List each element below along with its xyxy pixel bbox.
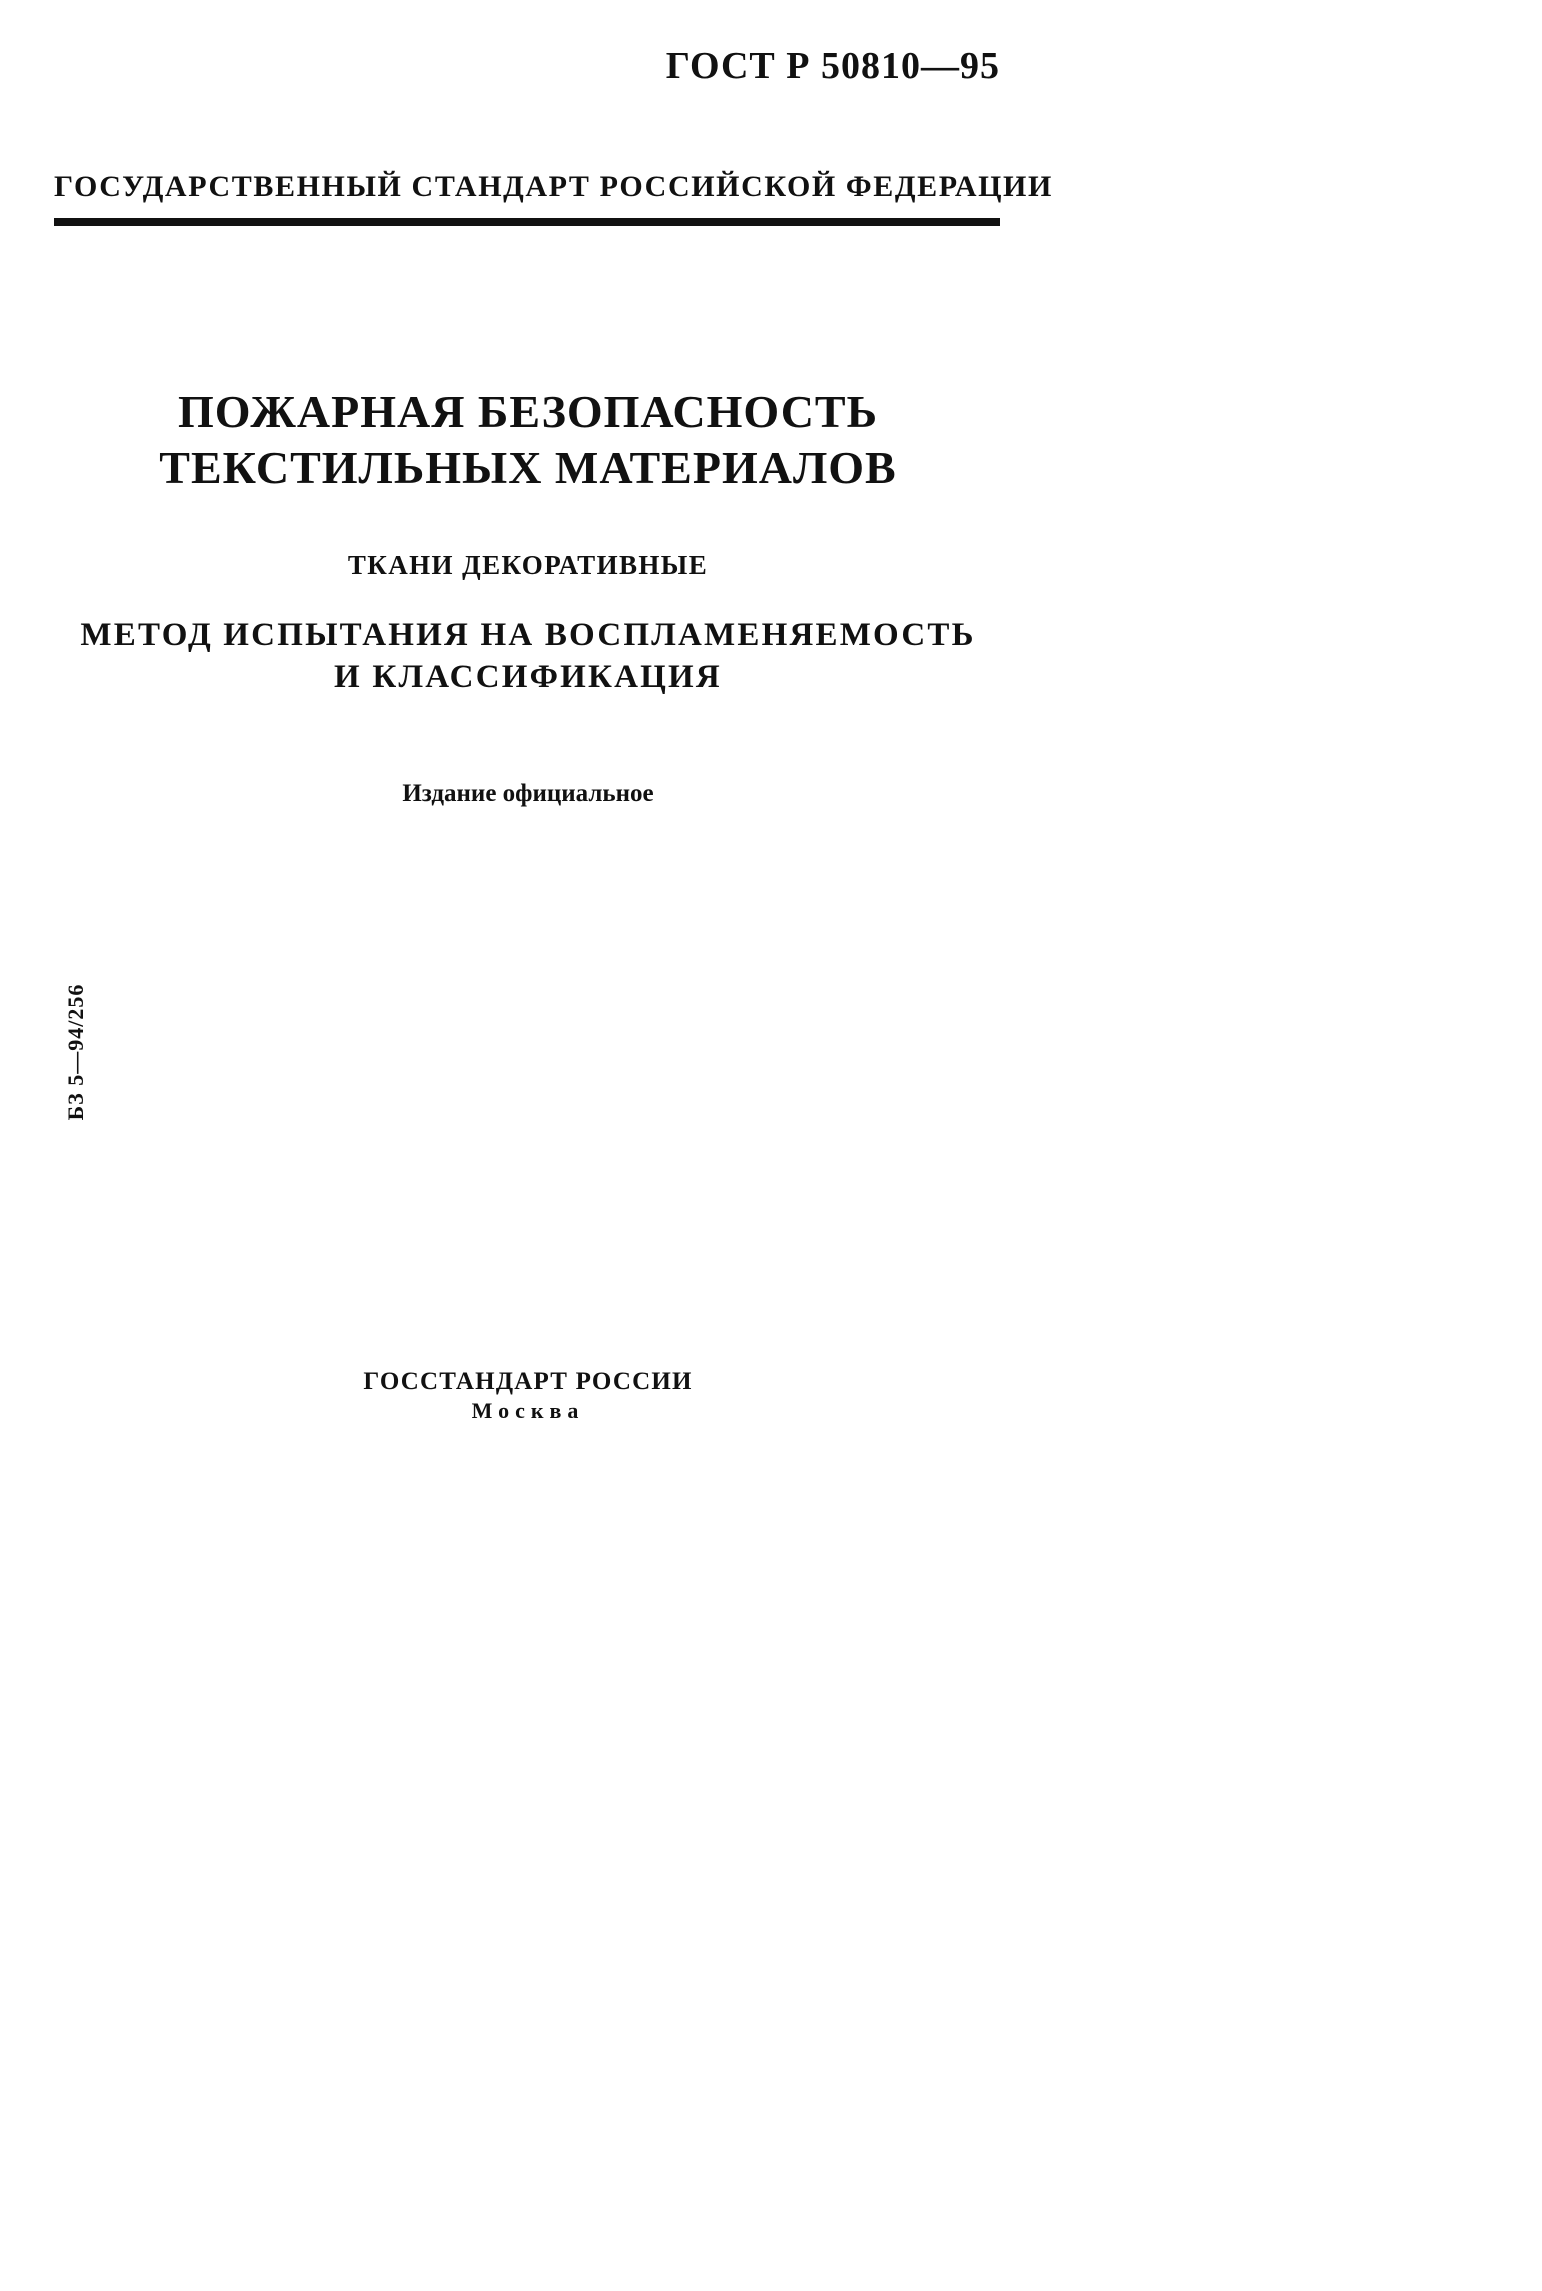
document-title-line-1: ПОЖАРНАЯ БЕЗОПАСНОСТЬ xyxy=(177,386,879,437)
side-catalog-code-text: БЗ 5—94/256 xyxy=(63,983,88,1121)
method-heading-line-1: МЕТОД ИСПЫТАНИЯ НА ВОСПЛАМЕНЯЕМОСТЬ xyxy=(80,617,976,653)
publisher-name: ГОССТАНДАРТ РОССИИ xyxy=(363,1368,693,1395)
header-rule xyxy=(54,218,1000,226)
document-title xyxy=(0,384,1056,496)
document-title-line-2: ТЕКСТИЛЬНЫХ МАТЕРИАЛОВ xyxy=(159,442,897,493)
method-heading-line-2: И КЛАССИФИКАЦИЯ xyxy=(334,659,722,695)
document-subtitle: ТКАНИ ДЕКОРАТИВНЫЕ xyxy=(347,550,709,580)
publisher-city: Москва xyxy=(471,1398,585,1423)
edition-label: Издание официальное xyxy=(402,780,654,807)
document-number: ГОСТ Р 50810—95 xyxy=(665,45,1000,87)
state-standard-heading: ГОСУДАРСТВЕННЫЙ СТАНДАРТ РОССИЙСКОЙ ФЕДЕРАЦИИ xyxy=(54,170,1053,203)
method-heading xyxy=(0,614,1056,698)
side-catalog-code xyxy=(63,983,88,1121)
